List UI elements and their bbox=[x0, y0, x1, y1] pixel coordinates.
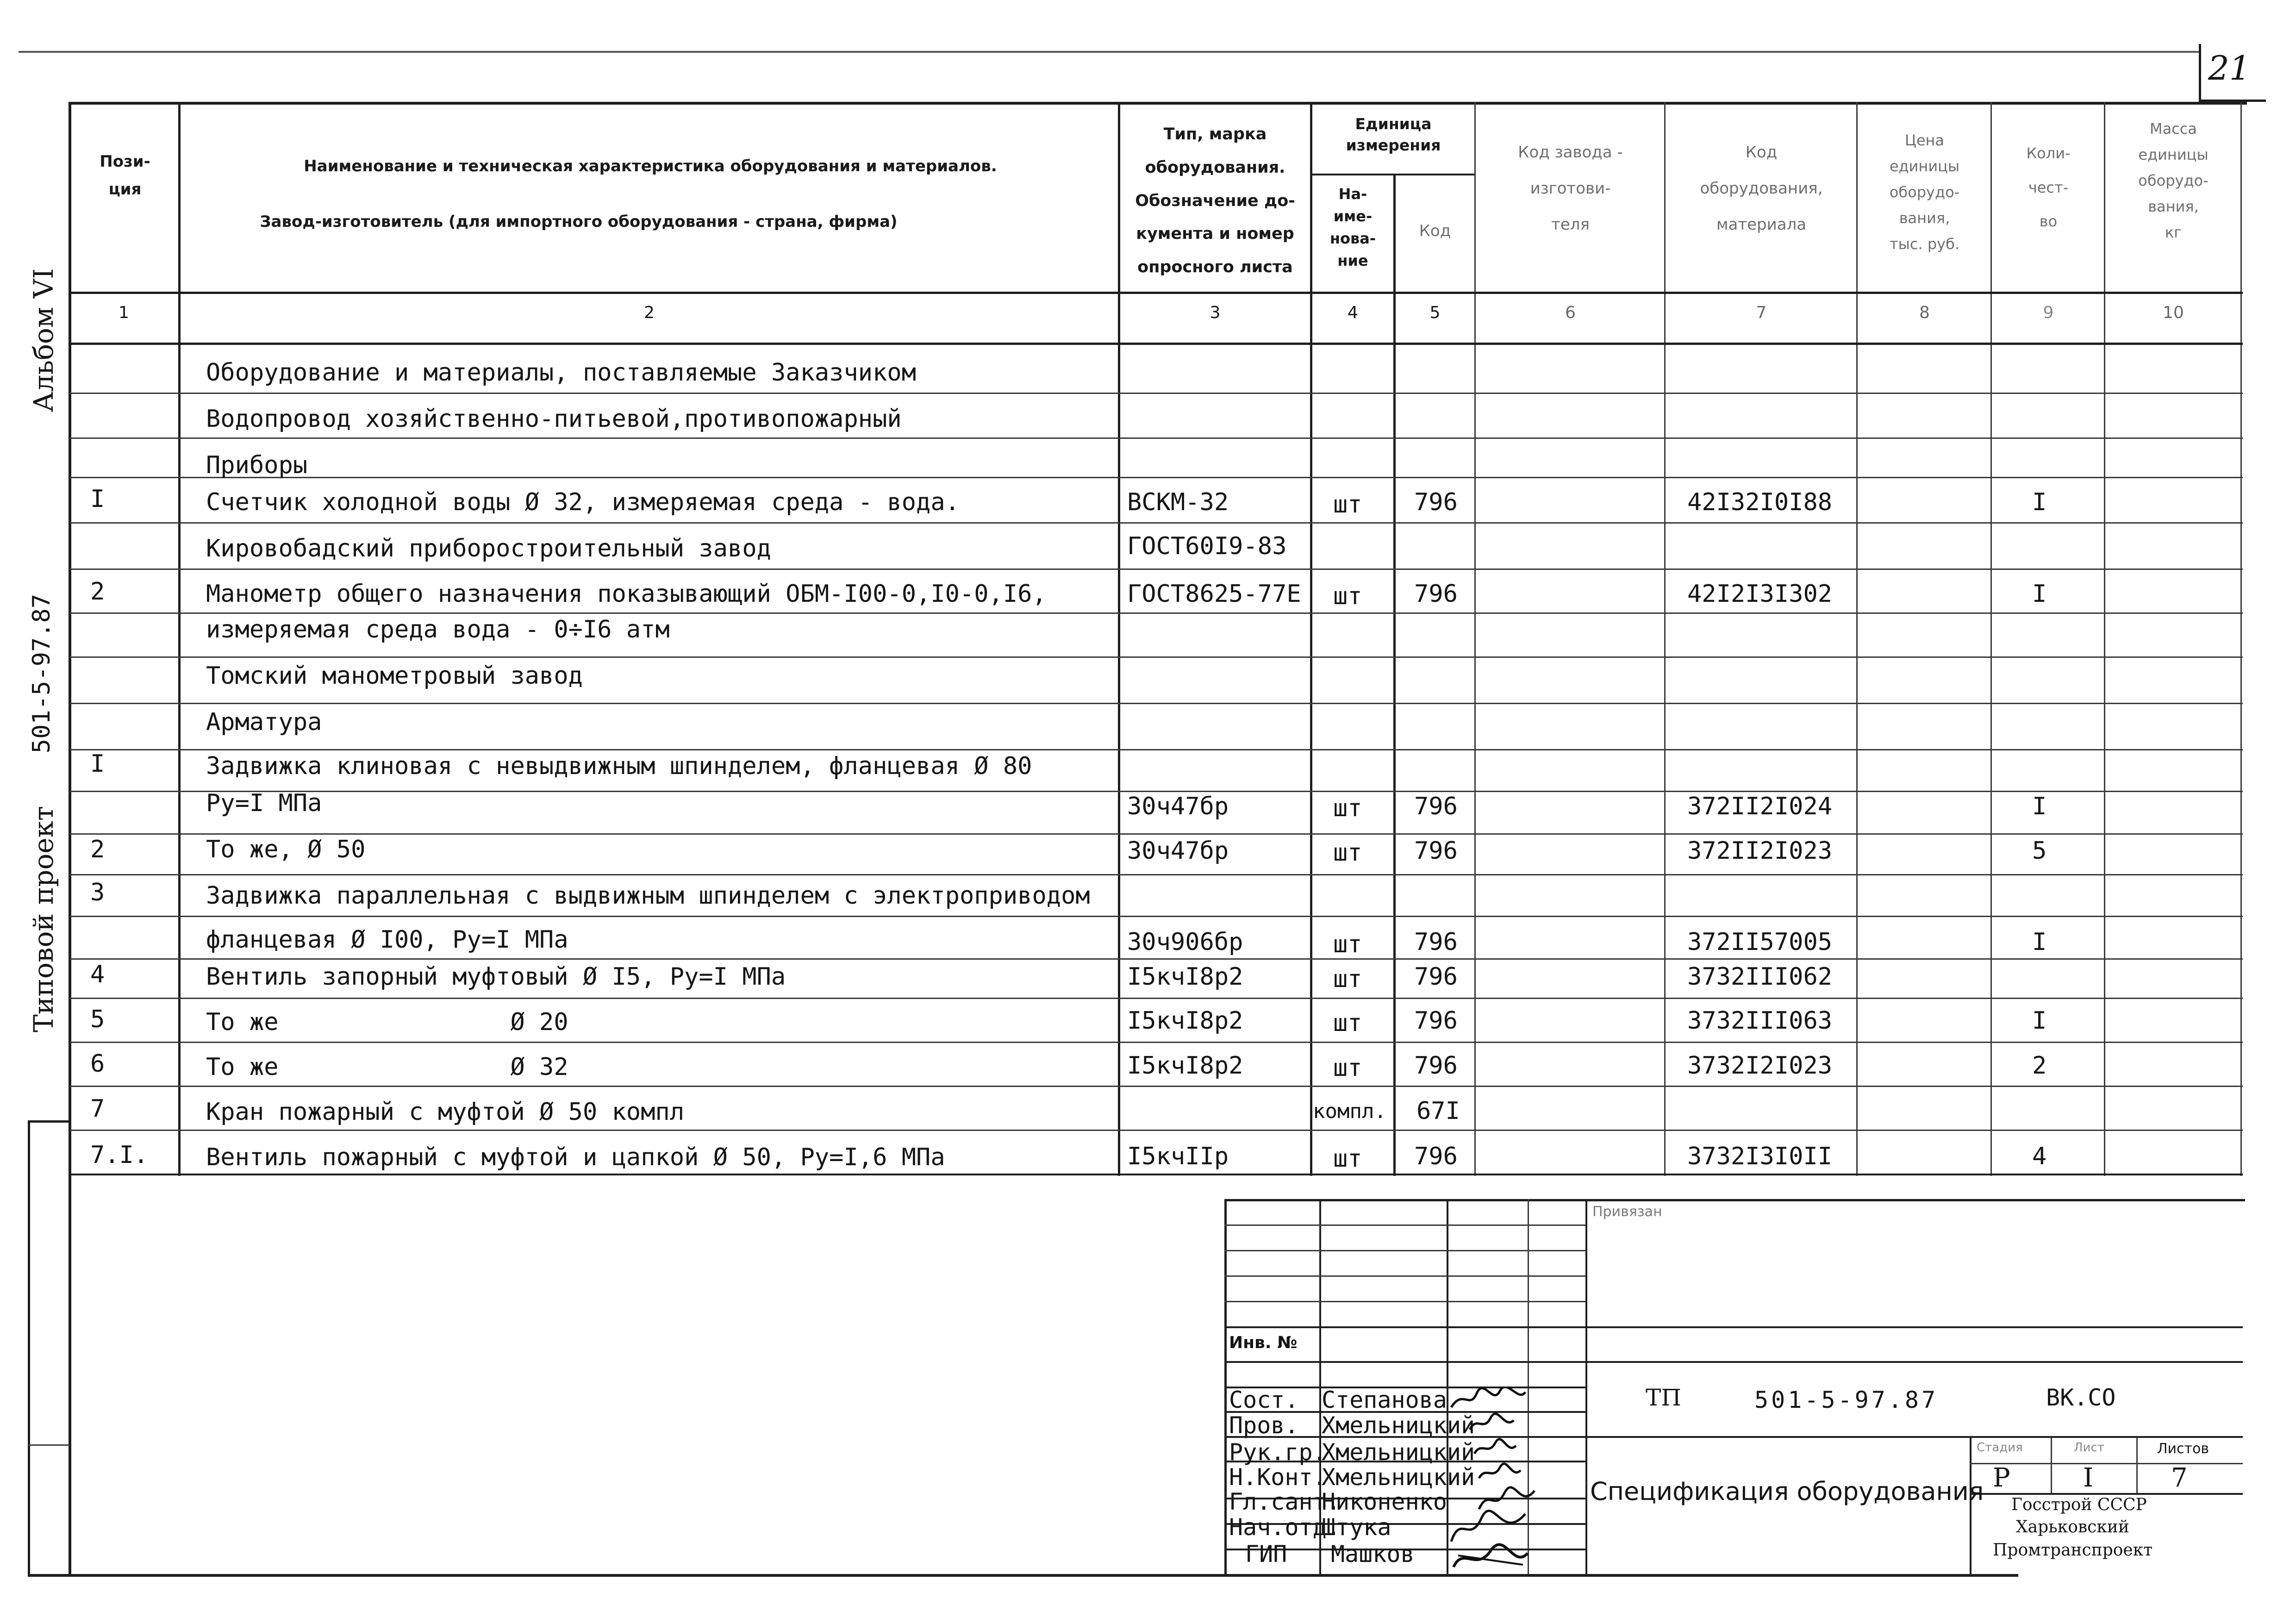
row-sep bbox=[69, 1042, 2243, 1043]
org-line-3: Промтранспроект bbox=[1993, 1541, 2153, 1560]
row-code: 796 bbox=[1414, 928, 1458, 956]
tb-hline bbox=[1970, 1493, 2243, 1495]
row-code: 796 bbox=[1414, 488, 1458, 516]
row-pos: 3 bbox=[90, 879, 105, 906]
row-unit: шт bbox=[1333, 491, 1362, 518]
row-type: ВСКМ-32 bbox=[1127, 488, 1229, 516]
row-code: 796 bbox=[1414, 1143, 1458, 1170]
row-mat-code: 372II57005 bbox=[1687, 928, 1833, 956]
row-code: 796 bbox=[1414, 580, 1458, 608]
org-line-1: Госстрой СССР bbox=[2011, 1495, 2147, 1514]
header-col9: Коли- чест- во bbox=[2026, 144, 2071, 231]
row-pos: 7 bbox=[90, 1095, 105, 1123]
person-role: ГИП bbox=[1245, 1541, 1287, 1568]
row-name: Задвижка параллельная с выдвижным шпинделем с электроприводом bbox=[206, 882, 1090, 910]
row-name: Кран пожарный с муфтой Ø 50 компл bbox=[206, 1098, 685, 1126]
row-sep bbox=[69, 522, 2243, 524]
tb-vline bbox=[1585, 1199, 1587, 1574]
row-name: Арматура bbox=[206, 708, 322, 736]
person-role: Сост. bbox=[1229, 1387, 1299, 1413]
row-type: 30ч47бр bbox=[1127, 793, 1229, 820]
col-line-1 bbox=[178, 102, 181, 1176]
tb-vline bbox=[2051, 1437, 2052, 1493]
colnum-1: 1 bbox=[119, 303, 129, 322]
row-sep bbox=[69, 612, 2243, 614]
colnum-7: 7 bbox=[1756, 303, 1767, 322]
row-sep bbox=[69, 749, 2243, 750]
tb-hline bbox=[1224, 1361, 2243, 1363]
col-line-7 bbox=[1856, 102, 1858, 1176]
colnum-5: 5 bbox=[1429, 303, 1441, 322]
row-mat-code: 3732I3I0II bbox=[1687, 1143, 1833, 1170]
table-bottom-line bbox=[69, 1174, 2243, 1175]
signature-icon bbox=[1467, 1411, 1518, 1437]
signature-icon bbox=[1477, 1462, 1523, 1485]
colnum-6: 6 bbox=[1565, 303, 1576, 322]
header-col7: Код оборудования, материала bbox=[1700, 143, 1823, 234]
row-name: измеряемая среда вода - 0÷I6 атм bbox=[206, 616, 670, 643]
row-sep bbox=[69, 656, 2243, 658]
row-code: 796 bbox=[1414, 1007, 1458, 1035]
row-pos: 4 bbox=[90, 961, 105, 988]
row-mat-code: 3732III063 bbox=[1687, 1007, 1833, 1035]
sheets-value: 7 bbox=[2171, 1463, 2188, 1493]
header-col1: Пози- ция bbox=[100, 152, 150, 199]
person-name: Машков bbox=[1331, 1541, 1415, 1568]
row-name: Счетчик холодной воды Ø 32, измеряемая среда - вода. bbox=[206, 488, 960, 516]
row-qty: I bbox=[2032, 488, 2047, 516]
person-role: Нач.отд. bbox=[1229, 1514, 1341, 1541]
row-sep bbox=[69, 703, 2243, 704]
row-name: То же Ø 20 bbox=[206, 1008, 568, 1036]
row-mat-code: 3732I2I023 bbox=[1687, 1052, 1833, 1080]
row-qty: I bbox=[2032, 793, 2047, 820]
colnum-4: 4 bbox=[1348, 303, 1358, 322]
row-mat-code: 3732III062 bbox=[1687, 963, 1833, 991]
signature-icon bbox=[1472, 1437, 1518, 1461]
row-pos: 7.I. bbox=[90, 1141, 149, 1169]
row-sep bbox=[69, 393, 2243, 394]
person-name: Никоненко bbox=[1322, 1488, 1447, 1515]
col-line-5 bbox=[1474, 102, 1476, 1176]
header-col2-line2: Завод-изготовитель (для импортного оборудования - страна, фирма) bbox=[260, 212, 898, 231]
row-code: 796 bbox=[1414, 837, 1458, 865]
row-qty: 4 bbox=[2032, 1143, 2047, 1170]
tb-hline bbox=[1224, 1326, 2243, 1328]
row-sep bbox=[69, 916, 2243, 917]
row-sep bbox=[69, 833, 2243, 835]
colnum-9: 9 bbox=[2043, 303, 2054, 322]
header-col5: Код bbox=[1419, 222, 1451, 240]
row-sep bbox=[69, 998, 2243, 999]
row-type: I5кчIIр bbox=[1127, 1143, 1229, 1170]
tb-hline bbox=[1224, 1224, 1585, 1226]
row-unit: шт bbox=[1333, 1145, 1362, 1173]
row-name: Водопровод хозяйственно-питьевой,противопожарный bbox=[206, 405, 902, 433]
row-mat-code: 42I32I0I88 bbox=[1687, 488, 1833, 516]
row-sep bbox=[69, 568, 2243, 570]
colnum-8: 8 bbox=[1919, 303, 1930, 322]
row-type: ГОСТ8625-77Е bbox=[1127, 580, 1301, 608]
person-name: Хмельницкий bbox=[1322, 1464, 1475, 1491]
unit-group-line bbox=[1310, 174, 1474, 175]
colnum-3: 3 bbox=[1210, 303, 1221, 322]
row-name: Манометр общего назначения показывающий ОБМ-I00-0,I0-0,I6, bbox=[206, 580, 1047, 608]
project-type-label: Типовой проект bbox=[28, 806, 59, 1032]
row-qty: 2 bbox=[2032, 1052, 2047, 1080]
row-unit: компл. bbox=[1313, 1099, 1386, 1123]
row-sep bbox=[69, 874, 2243, 875]
header-col10: Масса единицы оборудо- вания, кг bbox=[2138, 120, 2209, 241]
row-pos: I bbox=[90, 485, 105, 513]
row-unit: шт bbox=[1333, 965, 1362, 993]
row-type: I5кчI8р2 bbox=[1127, 963, 1243, 991]
header-col3: Тип, марка оборудования. Обозначение до- кумента и номер опросного листа bbox=[1135, 125, 1295, 276]
sheet-number: 21 bbox=[2208, 49, 2251, 87]
header-col4: На- име- нова- ние bbox=[1329, 185, 1376, 269]
org-line-2: Харьковский bbox=[2016, 1518, 2129, 1537]
top-border bbox=[19, 51, 2199, 53]
row-type: ГОСТ60I9-83 bbox=[1127, 532, 1287, 560]
row-name: Томский манометровый завод bbox=[206, 662, 583, 690]
signature-icon bbox=[1449, 1539, 1532, 1574]
header-col2-line1: Наименование и техническая характеристика оборудования и материалов. bbox=[304, 157, 997, 175]
inv-no-label: Инв. № bbox=[1229, 1333, 1298, 1352]
sheet-header: Лист bbox=[2074, 1441, 2104, 1455]
person-name: Штука bbox=[1322, 1514, 1391, 1541]
person-role: Н.Конт. bbox=[1229, 1464, 1327, 1491]
binding-strip-mid bbox=[28, 1444, 69, 1446]
row-name: фланцевая Ø I00, Ру=I МПа bbox=[206, 926, 568, 954]
person-name: Хмельницкий bbox=[1322, 1412, 1475, 1439]
colnum-10: 10 bbox=[2163, 303, 2184, 322]
row-type: I5кчI8р2 bbox=[1127, 1052, 1243, 1080]
header-unit-group: Единица измерения bbox=[1346, 115, 1441, 155]
row-sep bbox=[69, 437, 2243, 439]
row-pos: 2 bbox=[90, 578, 105, 606]
col-line-6 bbox=[1664, 102, 1666, 1176]
row-name: Кировобадский приборостроительный завод bbox=[206, 535, 771, 562]
row-name: Задвижка клиновая с невыдвижным шпинделем, фланцевая Ø 80 bbox=[206, 752, 1032, 780]
row-code: 796 bbox=[1414, 963, 1458, 991]
header-bottom-line bbox=[69, 292, 2243, 294]
row-name: Оборудование и материалы, поставляемые Заказчиком bbox=[206, 359, 917, 387]
row-code: 796 bbox=[1414, 793, 1458, 820]
person-name: Хмельницкий bbox=[1322, 1439, 1475, 1466]
signature-icon bbox=[1449, 1387, 1528, 1412]
row-code: 796 bbox=[1414, 1052, 1458, 1080]
row-name: Ру=I МПа bbox=[206, 789, 322, 817]
tb-vline bbox=[2136, 1437, 2138, 1493]
row-code: 67I bbox=[1416, 1097, 1460, 1125]
header-col8: Цена единицы оборудо- вания, тыс. руб. bbox=[1889, 131, 1960, 253]
tb-hline bbox=[1224, 1301, 1585, 1302]
project-code-label: 501-5-97.87 bbox=[28, 593, 56, 754]
row-name: Приборы bbox=[206, 451, 308, 479]
binding-strip-top bbox=[28, 1120, 69, 1123]
colnum-bottom-line bbox=[69, 343, 2243, 345]
row-unit: шт bbox=[1333, 931, 1362, 958]
tb-hline bbox=[1224, 1275, 1585, 1277]
row-name: Вентиль пожарный с муфтой и цапкой Ø 50, Ру=I,6 МПа bbox=[206, 1143, 945, 1171]
col-line-10 bbox=[2240, 102, 2242, 1176]
row-unit: шт bbox=[1333, 1009, 1362, 1037]
doc-title: Спецификация оборудования bbox=[1590, 1477, 1984, 1506]
doc-mark: ВК.СО bbox=[2046, 1384, 2116, 1411]
row-qty: I bbox=[2032, 928, 2047, 956]
row-pos: 5 bbox=[90, 1006, 105, 1033]
row-name: Вентиль запорный муфтовый Ø I5, Ру=I МПа bbox=[206, 963, 786, 991]
row-type: 30ч47бр bbox=[1127, 837, 1229, 865]
stage-value: Р bbox=[1993, 1463, 2010, 1493]
album-label: Альбом VI bbox=[28, 268, 59, 412]
doc-code: 501-5-97.87 bbox=[1754, 1387, 1939, 1413]
row-sep bbox=[69, 1130, 2243, 1131]
stage-header: Стадия bbox=[1977, 1441, 2023, 1455]
row-name: То же, Ø 50 bbox=[206, 836, 366, 863]
row-type: 30ч906бр bbox=[1127, 928, 1243, 956]
person-name: Степанова bbox=[1322, 1387, 1447, 1413]
sheets-header: Листов bbox=[2157, 1441, 2209, 1457]
tb-hline bbox=[1224, 1250, 1585, 1251]
sheet-value: I bbox=[2083, 1463, 2094, 1493]
col-line-8 bbox=[1990, 102, 1992, 1176]
row-qty: I bbox=[2032, 580, 2047, 608]
row-sep bbox=[69, 1086, 2243, 1087]
tp-label: ТП bbox=[1646, 1384, 1681, 1411]
row-mat-code: 372II2I023 bbox=[1687, 837, 1833, 865]
binding-strip-line bbox=[28, 1120, 30, 1576]
person-role: Гл.сант. bbox=[1229, 1488, 1341, 1515]
row-pos: 6 bbox=[90, 1050, 105, 1078]
header-col6: Код завода - изготови- теля bbox=[1518, 143, 1623, 234]
row-unit: шт bbox=[1333, 582, 1362, 610]
row-name: То же Ø 32 bbox=[206, 1053, 568, 1081]
row-qty: I bbox=[2032, 1007, 2047, 1035]
row-pos: I bbox=[90, 750, 105, 778]
tb-hline bbox=[1970, 1463, 2243, 1464]
row-pos: 2 bbox=[90, 836, 105, 863]
row-mat-code: 372II2I024 bbox=[1687, 793, 1833, 820]
row-unit: шт bbox=[1333, 1054, 1362, 1082]
colnum-2: 2 bbox=[644, 303, 655, 322]
row-sep bbox=[69, 477, 2243, 478]
col-line-4 bbox=[1393, 174, 1396, 1176]
row-unit: шт bbox=[1333, 794, 1362, 822]
row-unit: шт bbox=[1333, 839, 1362, 867]
row-sep bbox=[69, 791, 2243, 792]
row-qty: 5 bbox=[2032, 837, 2047, 865]
row-type: I5кчI8р2 bbox=[1127, 1007, 1243, 1035]
privyazan-label: Привязан bbox=[1592, 1204, 1662, 1220]
person-role: Рук.гр. bbox=[1229, 1439, 1327, 1466]
col-line-9 bbox=[2104, 102, 2105, 1176]
row-sep bbox=[69, 958, 2243, 960]
row-mat-code: 42I2I3I302 bbox=[1687, 580, 1833, 608]
person-role: Пров. bbox=[1229, 1412, 1299, 1439]
